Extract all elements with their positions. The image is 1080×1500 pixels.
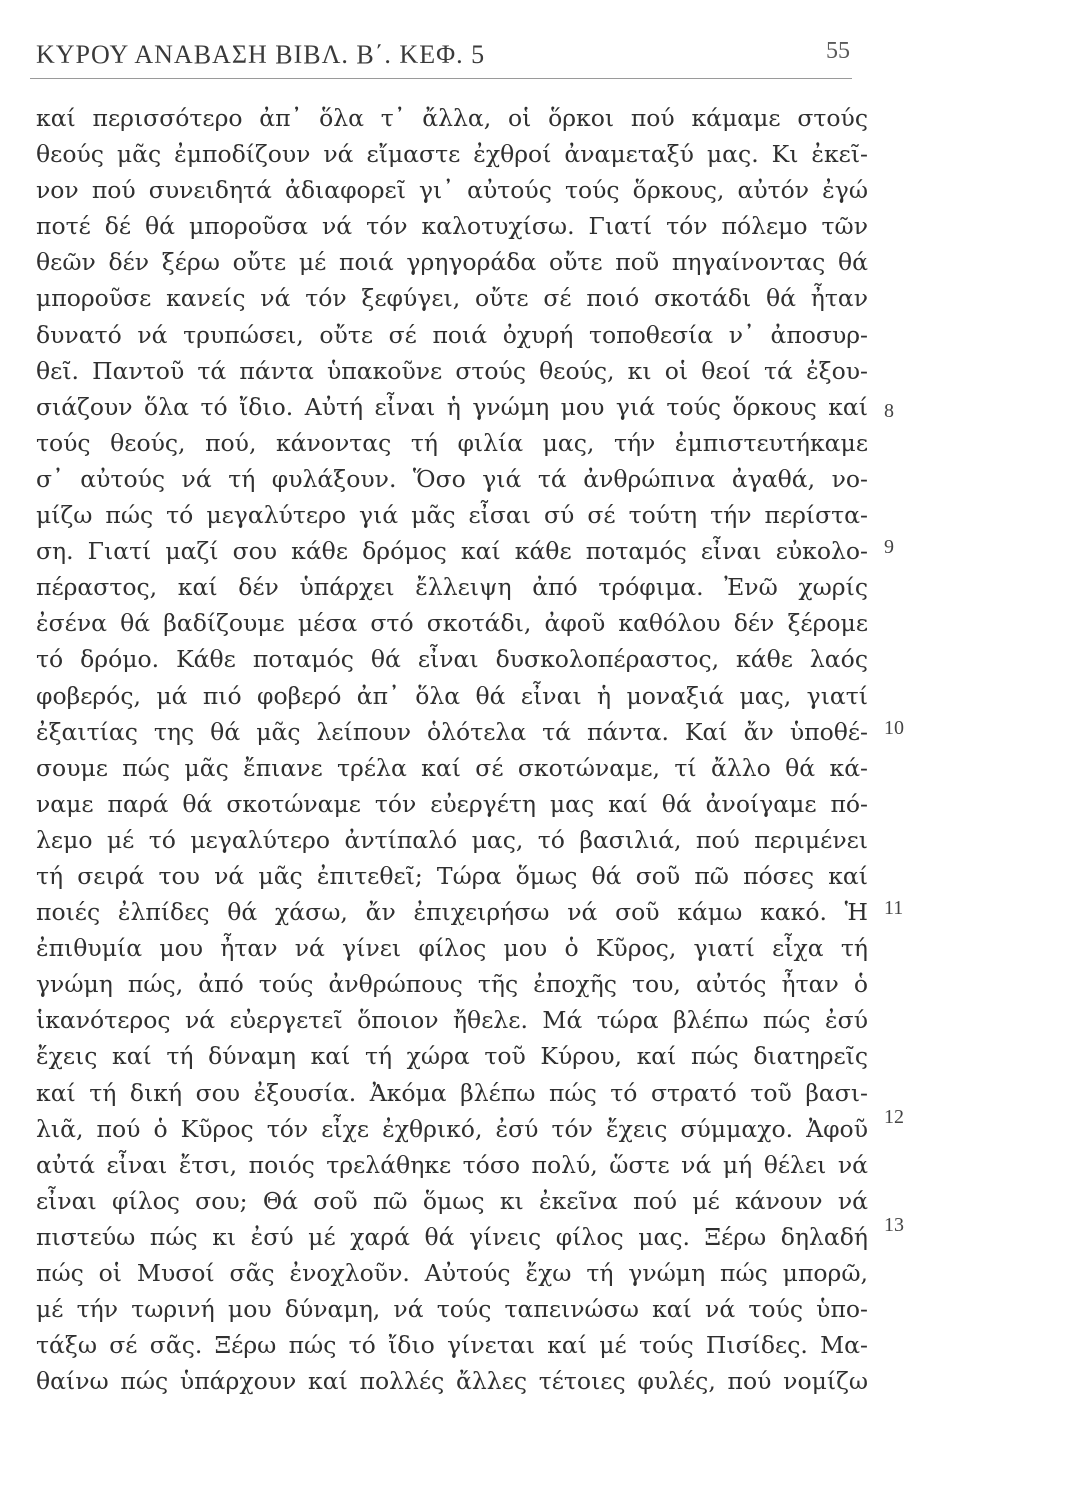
text-line: εἶναι φίλος σου; Θά σοῦ πῶ ὅμως κι ἐκεῖνα πού μέ κάνουν νά xyxy=(36,1186,868,1215)
text-line: μέ τήν τωρινή μου δύναμη, νά τούς ταπεινώσω καί νά τούς ὑπο- xyxy=(36,1295,868,1324)
section-number-13: 13 xyxy=(884,1214,904,1236)
text-line: γνώμη πώς, ἀπό τούς ἀνθρώπους τῆς ἐποχῆς του, αὐτός ἦταν ὁ xyxy=(36,970,868,999)
section-number-8: 8 xyxy=(884,400,894,422)
text-line: σουμε πώς μᾶς ἔπιανε τρέλα καί σέ σκοτώναμε, τί ἄλλο θά κά- xyxy=(36,753,868,782)
section-number-11: 11 xyxy=(884,897,904,919)
text-line: ἱκανότερος νά εὐεργετεῖ ὅποιον ἤθελε. Μά τώρα βλέπω πώς ἐσύ xyxy=(36,1006,868,1035)
text-line: ἐσένα θά βαδίζουμε μέσα στό σκοτάδι, ἀφοῦ καθόλου δέν ξέρομε xyxy=(36,609,868,638)
text-line: ποιές ἐλπίδες θά χάσω, ἄν ἐπιχειρήσω νά σοῦ κάμω κακό. Ἡ xyxy=(36,898,868,927)
text-line: θαίνω πώς ὑπάρχουν καί πολλές ἄλλες τέτοιες φυλές, πού νομίζω xyxy=(36,1367,868,1396)
page-header xyxy=(30,38,850,78)
text-line: πώς οἱ Μυσοί σᾶς ἐνοχλοῦν. Αὐτούς ἔχω τή γνώμη πώς μπορῶ, xyxy=(36,1259,868,1287)
text-line: σ᾿ αὐτούς νά τή φυλάξουν. Ὅσο γιά τά ἀνθρώπινα ἀγαθά, νο- xyxy=(36,464,868,493)
text-line: πέραστος, καί δέν ὑπάρχει ἔλλειψη ἀπό τρόφιμα. Ἐνῶ χωρίς xyxy=(36,573,868,602)
body-text xyxy=(36,100,868,1399)
text-line: ποτέ δέ θά μποροῦσα νά τόν καλοτυχίσω. Γιατί τόν πόλεμο τῶν xyxy=(36,212,868,241)
text-line: δυνατό νά τρυπώσει, οὔτε σέ ποιά ὀχυρή τοποθεσία ν᾿ ἀποσυρ- xyxy=(36,320,868,349)
text-line: θεῶν δέν ξέρω οὔτε μέ ποιά γρηγοράδα οὔτε ποῦ πηγαίνοντας θά xyxy=(36,248,868,277)
page-number: 55 xyxy=(826,38,850,64)
text-line: ἔχεις καί τή δύναμη καί τή χώρα τοῦ Κύρου, καί πώς διατηρεῖς xyxy=(36,1042,868,1071)
text-line: μποροῦσε κανείς νά τόν ξεφύγει, οὔτε σέ ποιό σκοτάδι θά ἦταν xyxy=(36,284,868,313)
running-head: ΚΥΡΟΥ ΑΝΑΒΑΣΗ ΒΙΒΛ. Β΄. ΚΕΦ. 5 xyxy=(36,40,486,69)
text-line: θεῖ. Παντοῦ τά πάντα ὑπακοῦνε στούς θεούς, κι οἱ θεοί τά ἐξου- xyxy=(36,356,868,385)
text-line: ἐπιθυμία μου ἦταν νά γίνει φίλος μου ὁ Κῦρος, γιατί εἶχα τή xyxy=(36,934,868,963)
text-line: αὐτά εἶναι ἔτσι, ποιός τρελάθηκε τόσο πολύ, ὥστε νά μή θέλει νά xyxy=(36,1150,868,1179)
text-line: ση. Γιατί μαζί σου κάθε δρόμος καί κάθε ποταμός εἶναι εὐκολο- xyxy=(36,537,868,566)
section-number-10: 10 xyxy=(884,717,904,739)
text-line: θεούς μᾶς ἐμποδίζουν νά εἴμαστε ἐχθροί ἀναμεταξύ μας. Κι ἐκεῖ- xyxy=(36,140,868,169)
text-line: φοβερός, μά πιό φοβερό ἀπ᾿ ὅλα θά εἶναι ἡ μοναξιά μας, γιατί xyxy=(36,681,868,710)
text-line: καί τή δική σου ἐξουσία. Ἀκόμα βλέπω πώς τό στρατό τοῦ βασι- xyxy=(36,1078,868,1107)
text-line: λιᾶ, πού ὁ Κῦρος τόν εἶχε ἐχθρικό, ἐσύ τόν ἔχεις σύμμαχο. Ἀφοῦ xyxy=(36,1114,868,1143)
text-line: τάξω σέ σᾶς. Ξέρω πώς τό ἴδιο γίνεται καί μέ τούς Πισίδες. Μα- xyxy=(36,1331,868,1360)
text-line: μίζω πώς τό μεγαλύτερο γιά μᾶς εἶσαι σύ σέ τούτη τήν περίστα- xyxy=(36,501,868,530)
header-rule xyxy=(30,78,852,79)
text-line: νον πού συνειδητά ἀδιαφορεῖ γι᾿ αὐτούς τούς ὅρκους, αὐτόν ἐγώ xyxy=(36,176,868,205)
text-line: τό δρόμο. Κάθε ποταμός θά εἶναι δυσκολοπέραστος, κάθε λαός xyxy=(36,645,868,674)
text-line: τή σειρά του νά μᾶς ἐπιτεθεῖ; Τώρα ὅμως θά σοῦ πῶ πόσες καί xyxy=(36,861,868,890)
text-line: λεμο μέ τό μεγαλύτερο ἀντίπαλό μας, τό βασιλιά, πού περιμένει xyxy=(36,825,868,854)
text-line: τούς θεούς, πού, κάνοντας τή φιλία μας, τήν ἐμπιστευτήκαμε xyxy=(36,428,868,457)
text-line: ἐξαιτίας της θά μᾶς λείπουν ὁλότελα τά πάντα. Καί ἄν ὑποθέ- xyxy=(36,717,868,746)
text-line: σιάζουν ὅλα τό ἴδιο. Αὐτή εἶναι ἡ γνώμη μου γιά τούς ὅρκους καί xyxy=(36,392,868,421)
text-line: πιστεύω πώς κι ἐσύ μέ χαρά θά γίνεις φίλος μας. Ξέρω δηλαδή xyxy=(36,1222,868,1251)
text-line: καί περισσότερο ἀπ᾿ ὅλα τ᾿ ἄλλα, οἱ ὅρκοι πού κάμαμε στούς xyxy=(36,104,868,132)
section-number-9: 9 xyxy=(884,536,894,558)
text-line: ναμε παρά θά σκοτώναμε τόν εὐεργέτη μας καί θά ἀνοίγαμε πό- xyxy=(36,789,868,818)
section-number-12: 12 xyxy=(884,1106,904,1128)
